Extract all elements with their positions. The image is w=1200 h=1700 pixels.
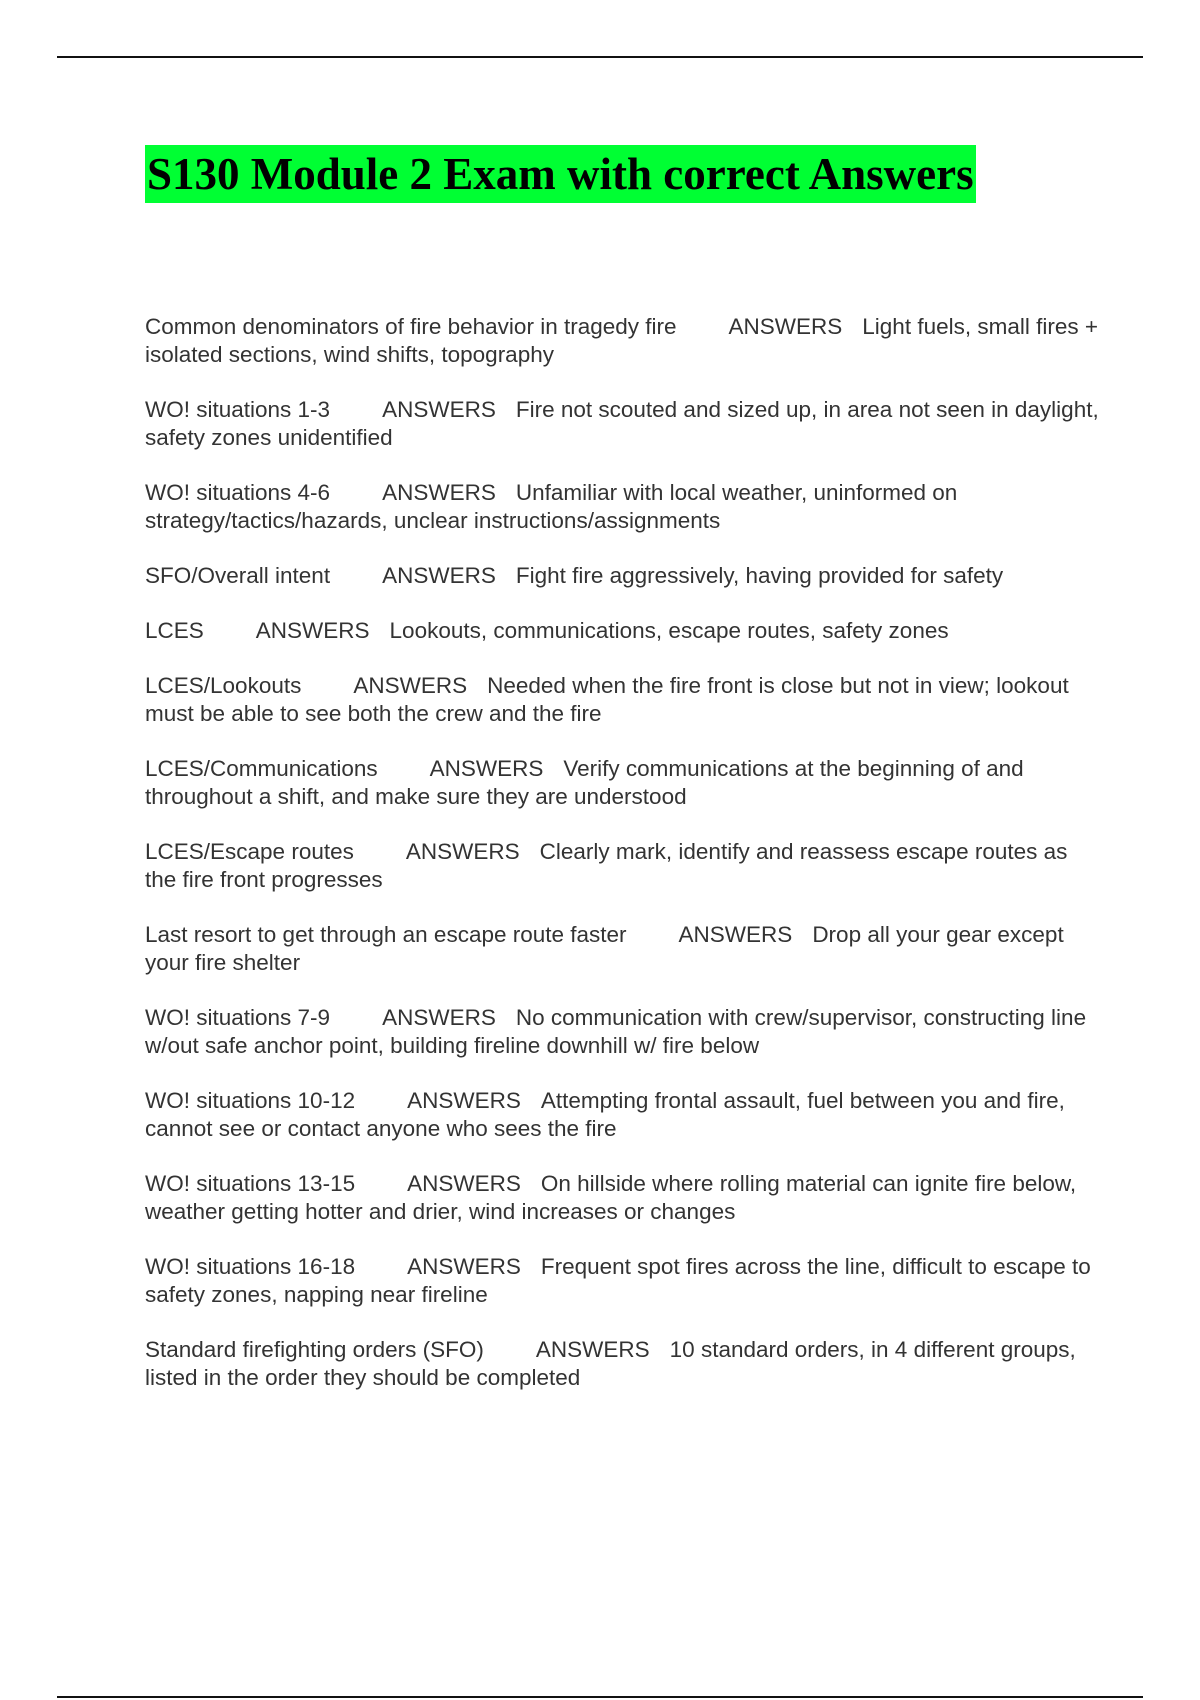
answer-text: Clearly mark, identify and reassess escape routes as the fire front progresses <box>145 839 1068 892</box>
answer-marker: ANSWERS <box>728 314 843 339</box>
answer-marker: ANSWERS <box>405 839 520 864</box>
answer-marker: ANSWERS <box>678 922 793 947</box>
answer-text: Frequent spot fires across the line, difficult to escape to safety zones, napping near fireline <box>145 1254 1091 1307</box>
answer-text: Lookouts, communications, escape routes, safety zones <box>389 618 949 643</box>
answer-text: 10 standard orders, in 4 different groups, listed in the order they should be completed <box>145 1337 1076 1390</box>
question-text: Last resort to get through an escape route faster <box>145 922 627 947</box>
document-title: S130 Module 2 Exam with correct Answers <box>145 145 976 203</box>
qa-item <box>145 562 1100 590</box>
answer-marker: ANSWERS <box>255 618 370 643</box>
qa-item <box>145 396 1100 452</box>
title-block <box>145 145 976 203</box>
qa-item <box>145 1170 1100 1226</box>
qa-item <box>145 1336 1100 1392</box>
answer-text: Attempting frontal assault, fuel between you and fire, cannot see or contact anyone who sees the fire <box>145 1088 1065 1141</box>
answer-marker: ANSWERS <box>407 1254 521 1279</box>
qa-item <box>145 617 1100 645</box>
header-rule <box>57 56 1143 58</box>
qa-item <box>145 479 1100 535</box>
answer-text: Drop all your gear except your fire shelter <box>145 922 1064 975</box>
question-text: WO! situations 4-6 <box>145 480 331 505</box>
question-text: Common denominators of fire behavior in tragedy fire <box>145 314 677 339</box>
answer-marker: ANSWERS <box>429 756 544 781</box>
answer-marker: ANSWERS <box>407 1088 521 1113</box>
answer-marker: ANSWERS <box>382 397 496 422</box>
answer-marker: ANSWERS <box>382 563 496 588</box>
answer-marker: ANSWERS <box>407 1171 521 1196</box>
qa-list <box>145 313 1100 1419</box>
question-text: SFO/Overall intent <box>145 563 331 588</box>
question-text: WO! situations 1-3 <box>145 397 331 422</box>
answer-text: Verify communications at the beginning of and throughout a shift, and make sure they are understood <box>145 756 1024 809</box>
answer-marker: ANSWERS <box>382 480 496 505</box>
answer-marker: ANSWERS <box>382 1005 496 1030</box>
question-text: Standard firefighting orders (SFO) <box>145 1337 484 1362</box>
answer-text: Needed when the fire front is close but not in view; lookout must be able to see both the crew and the fire <box>145 673 1069 726</box>
question-text: WO! situations 10-12 <box>145 1088 356 1113</box>
qa-item <box>145 838 1100 894</box>
answer-text: Fire not scouted and sized up, in area not seen in daylight, safety zones unidentified <box>145 397 1099 450</box>
qa-item <box>145 313 1100 369</box>
answer-marker: ANSWERS <box>353 673 468 698</box>
answer-text: Unfamiliar with local weather, uninformed on strategy/tactics/hazards, unclear instructions/assignments <box>145 480 958 533</box>
qa-item <box>145 755 1100 811</box>
qa-item <box>145 672 1100 728</box>
qa-item <box>145 1253 1100 1309</box>
answer-text: Fight fire aggressively, having provided for safety <box>515 563 1004 588</box>
answer-text: No communication with crew/supervisor, constructing line w/out safe anchor point, building fireline downhill w/ fire below <box>145 1005 1087 1058</box>
question-text: WO! situations 7-9 <box>145 1005 331 1030</box>
question-text: WO! situations 13-15 <box>145 1171 356 1196</box>
question-text: LCES <box>145 618 204 643</box>
answer-text: On hillside where rolling material can ignite fire below, weather getting hotter and drier, wind increases or changes <box>145 1171 1077 1224</box>
qa-item <box>145 921 1100 977</box>
question-text: LCES/Lookouts <box>145 673 302 698</box>
question-text: LCES/Communications <box>145 756 378 781</box>
question-text: LCES/Escape routes <box>145 839 354 864</box>
qa-item <box>145 1004 1100 1060</box>
qa-item <box>145 1087 1100 1143</box>
answer-text: Light fuels, small fires + isolated sections, wind shifts, topography <box>145 314 1099 367</box>
footer-rule <box>57 1696 1143 1698</box>
question-text: WO! situations 16-18 <box>145 1254 356 1279</box>
answer-marker: ANSWERS <box>535 1337 650 1362</box>
